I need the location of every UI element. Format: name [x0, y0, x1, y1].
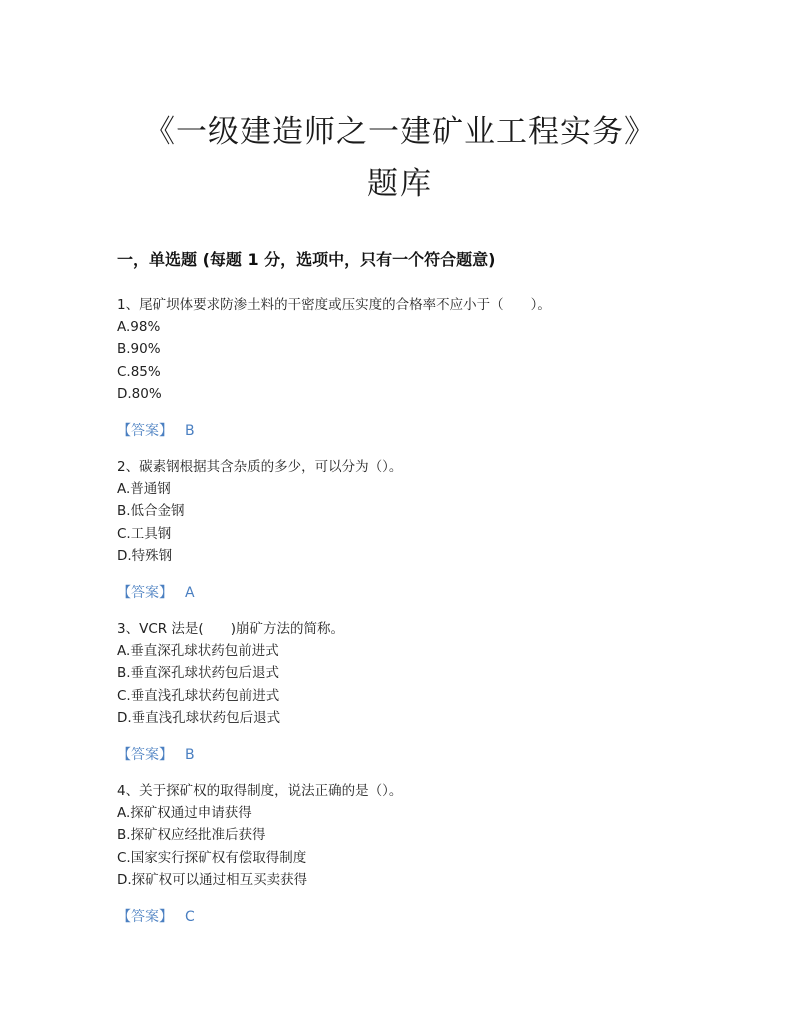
question-2 — [117, 456, 697, 604]
answer-value: C — [185, 908, 195, 925]
option-d: D.特殊钢 — [117, 548, 173, 565]
answer-label: 【答案】 — [117, 422, 173, 439]
option-d: D.垂直浅孔球状药包后退式 — [117, 710, 281, 727]
question-4 — [117, 780, 697, 928]
question-1 — [117, 294, 697, 442]
section-heading: 一，单选题 (每题 1 分，选项中，只有一个符合题意) — [117, 250, 496, 269]
option-a: A.普通钢 — [117, 481, 171, 497]
answer-value: A — [185, 584, 195, 601]
question-text: 4、关于探矿权的取得制度，说法正确的是（）。 — [117, 783, 403, 799]
answer-value: B — [185, 746, 195, 763]
option-c: C.国家实行探矿权有偿取得制度 — [117, 849, 307, 866]
answer-row — [117, 582, 697, 604]
option-d: D.80% — [117, 386, 162, 403]
option-a: A.98% — [117, 319, 161, 335]
option-a: A.探矿权通过申请获得 — [117, 805, 252, 821]
option-b: B.探矿权应经批准后获得 — [117, 827, 266, 844]
option-c: C.垂直浅孔球状药包前进式 — [117, 687, 280, 704]
question-text: 1、尾矿坝体要求防渗土料的干密度或压实度的合格率不应小于（ ）。 — [117, 297, 551, 313]
answer-label: 【答案】 — [117, 908, 173, 925]
option-b: B.垂直深孔球状药包后退式 — [117, 665, 280, 682]
option-b: B.低合金钢 — [117, 503, 185, 520]
option-b: B.90% — [117, 341, 161, 358]
document-subtitle: 题库 — [367, 166, 433, 202]
option-c: C.85% — [117, 363, 161, 380]
question-text: 2、碳素钢根据其含杂质的多少，可以分为（）。 — [117, 459, 403, 475]
option-c: C.工具钢 — [117, 525, 172, 542]
answer-label: 【答案】 — [117, 584, 173, 601]
option-a: A.垂直深孔球状药包前进式 — [117, 643, 279, 659]
answer-label: 【答案】 — [117, 746, 173, 763]
answer-row — [117, 906, 697, 928]
question-3 — [117, 618, 697, 766]
document-title: 《一级建造师之一建矿业工程实务》 — [144, 114, 656, 150]
question-text: 3、VCR 法是( )崩矿方法的简称。 — [117, 621, 344, 637]
answer-row — [117, 420, 697, 442]
answer-value: B — [185, 422, 195, 439]
option-d: D.探矿权可以通过相互买卖获得 — [117, 872, 308, 889]
answer-row — [117, 744, 697, 766]
